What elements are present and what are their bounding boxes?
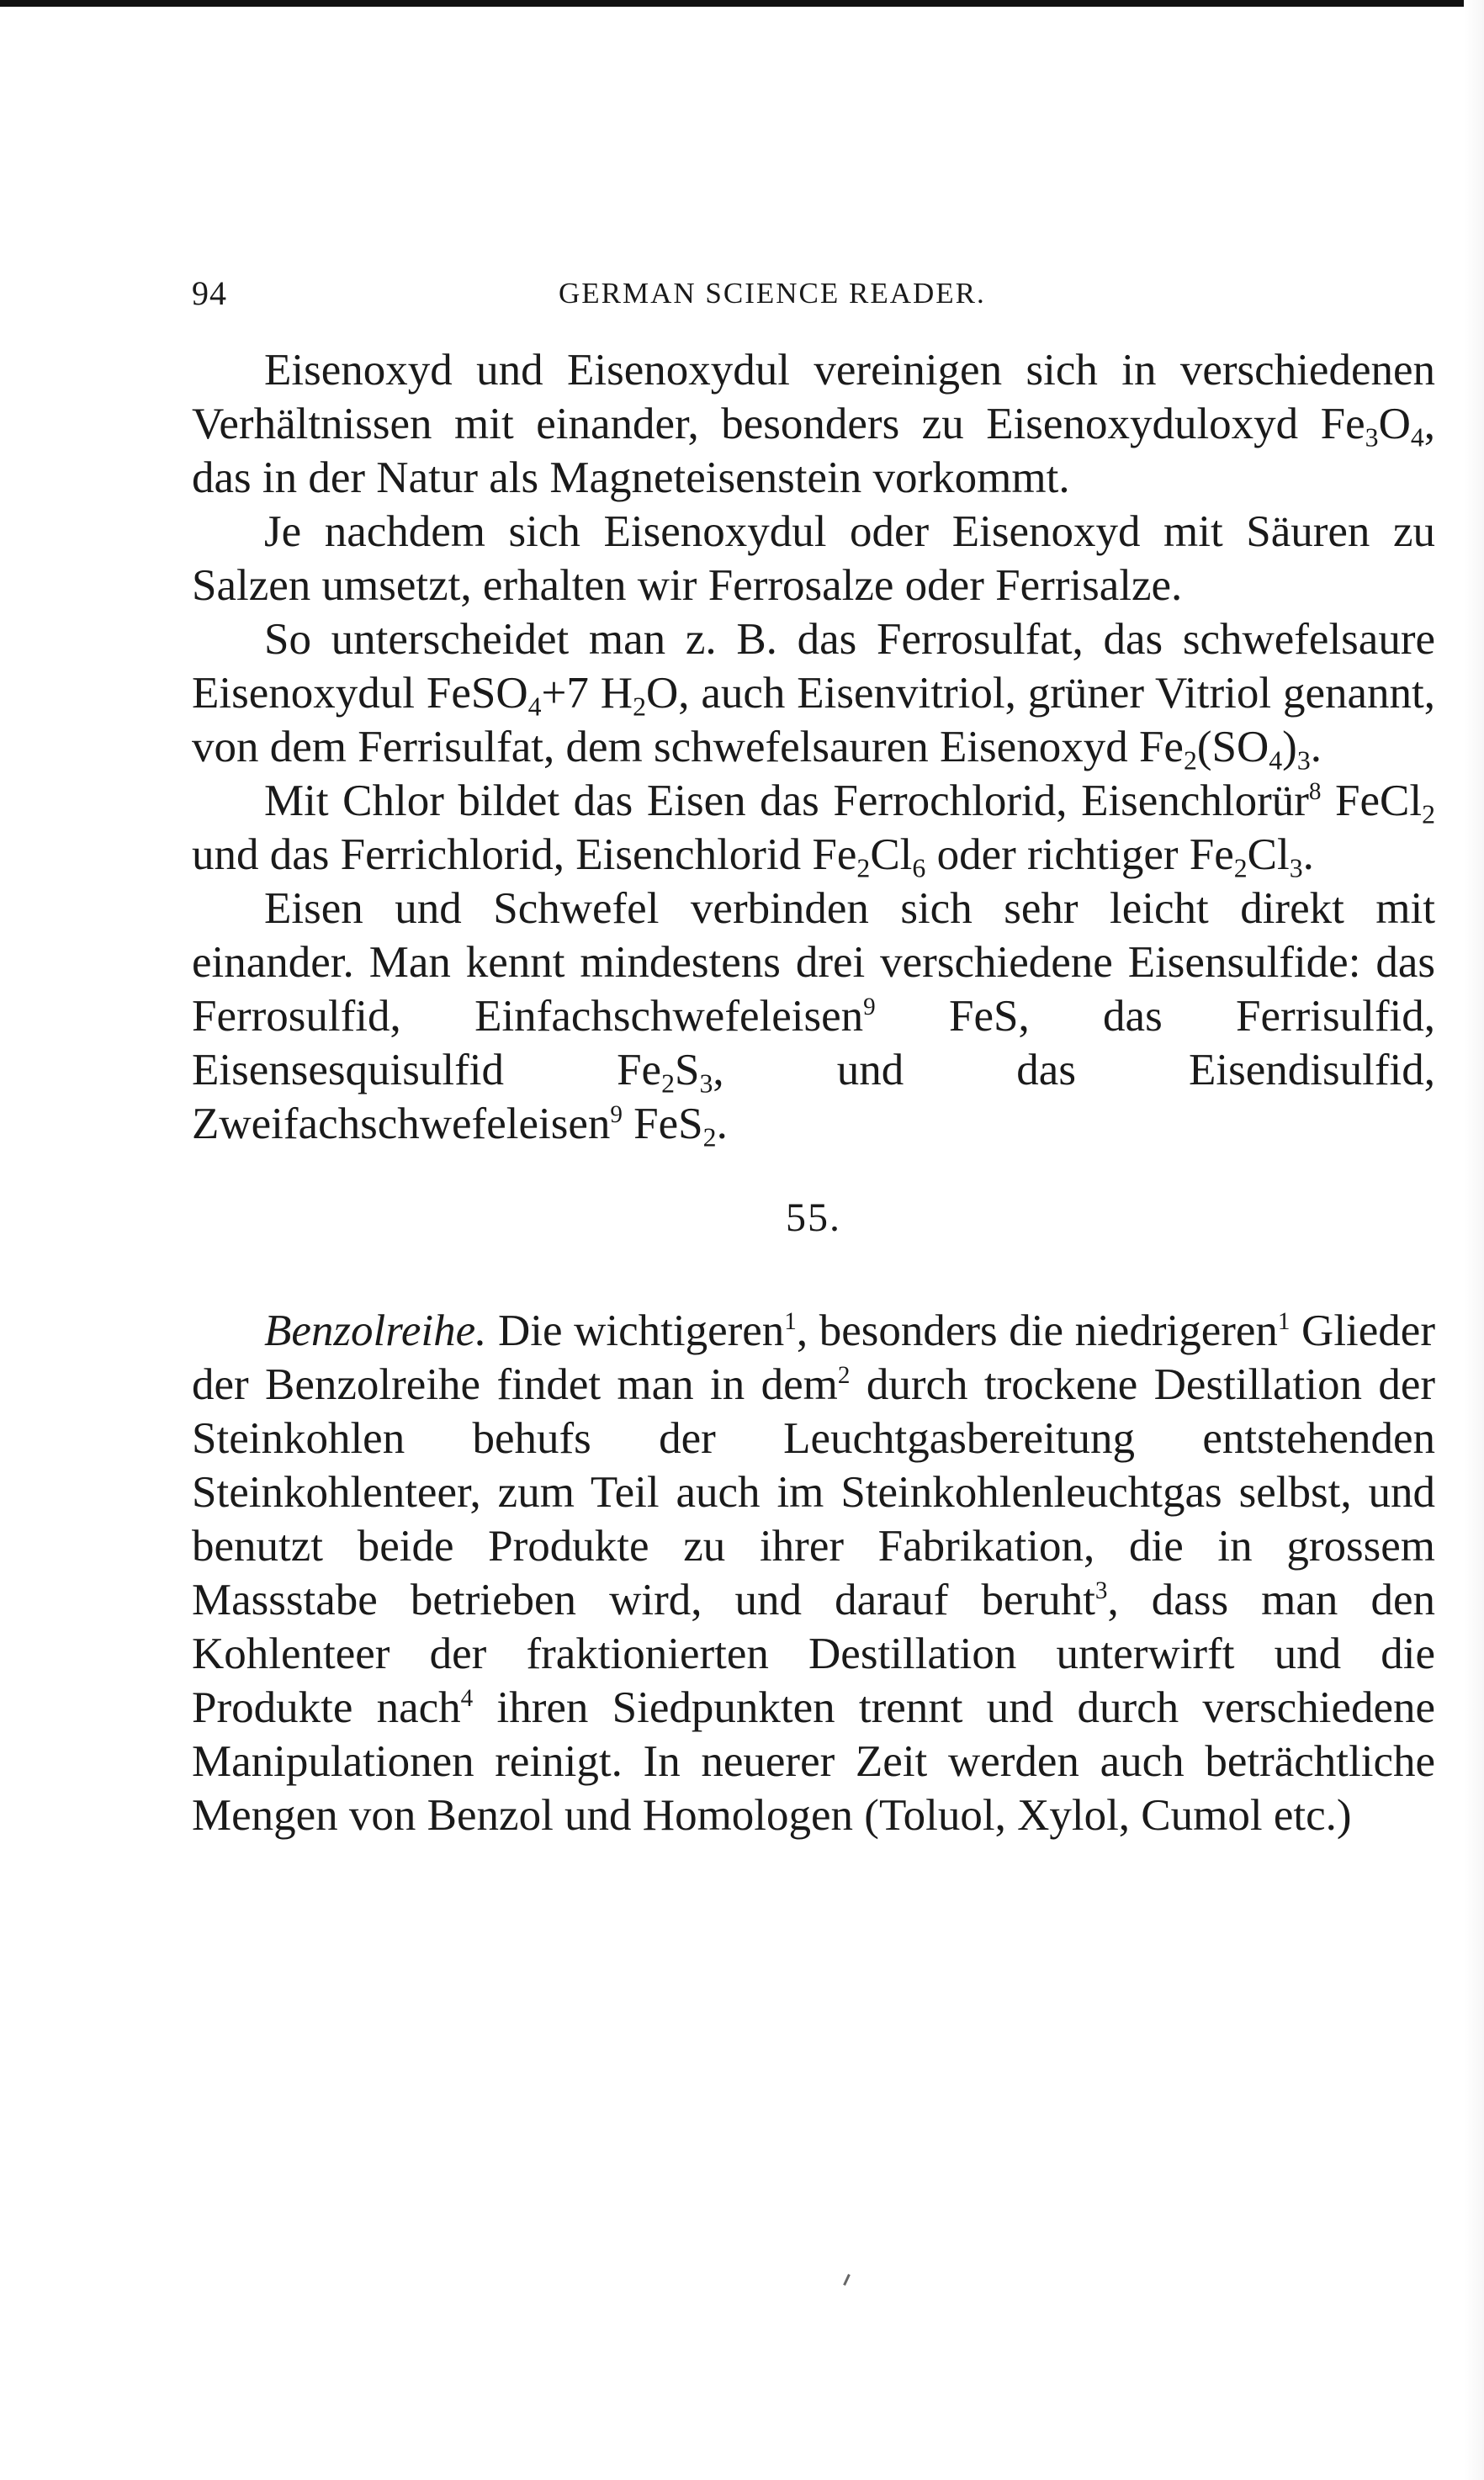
text-run: durch trockene Destillation der Steinkohlen behufs der Leuchtgasbereitung entstehenden Steinkohlenteer, zum Teil auch im Steinkohlenleuchtgas selbst, und benutzt beide Produkte zu ihrer Fabrikation, die in grossem Massstabe betrieben wird, und darauf beruht [192, 1360, 1435, 1624]
subscript: 2 [856, 853, 871, 883]
paragraph-ferrosulfat [192, 612, 1435, 774]
footnote-marker: 2 [837, 1362, 851, 1390]
text-run: Eisenoxyd und Eisenoxydul vereinigen sich in verschiedenen Verhältnissen mit einander, besonders zu Eisenoxyduloxyd Fe [192, 346, 1435, 448]
subscript: 4 [527, 692, 542, 722]
text-run: (SO [1196, 723, 1269, 771]
footnote-marker: 9 [863, 994, 876, 1021]
text-run: ) [1282, 723, 1297, 771]
paragraph-ferrosalze [192, 505, 1435, 612]
text-run: ihren Siedpunkten trennt und durch verschiedene Manipulationen reinigt. In neuerer Zeit werden auch beträchtliche Mengen von Benzol und Homologen (Toluol, Xylol, Cumol etc.) [192, 1683, 1435, 1840]
subscript: 2 [1422, 799, 1435, 829]
text-run: , und das Eisendisulfid, Zweifachschwefeleisen [192, 1046, 1435, 1148]
text-run: S [674, 1046, 700, 1094]
footnote-marker: 3 [1094, 1577, 1108, 1605]
text-run: FeS [622, 1100, 703, 1148]
text-run: Cl [870, 830, 913, 879]
subscript: 2 [1233, 853, 1248, 883]
footnote-marker: 1 [784, 1308, 797, 1336]
footnote-marker: 9 [610, 1101, 623, 1129]
subscript: 3 [1289, 853, 1303, 883]
section-title: Benzolreihe. [264, 1306, 487, 1355]
subscript: 4 [1269, 745, 1283, 776]
text-run: O [1378, 400, 1411, 448]
page-body [192, 343, 1435, 1842]
footnote-marker: 8 [1308, 778, 1322, 806]
subscript: 2 [661, 1068, 675, 1099]
text-run: . [716, 1100, 728, 1148]
text-run: und das Ferrichlorid, Eisenchlorid Fe [192, 830, 857, 879]
subscript: 6 [912, 853, 926, 883]
text-run: . [1310, 723, 1322, 771]
subscript: 3 [699, 1068, 713, 1099]
paragraph-eisenoxyduloxyd [192, 343, 1435, 505]
text-run: O, auch Eisenvitriol, grüner Vitriol genannt, von dem Ferrisulfat, dem schwefelsauren Eisenoxyd Fe [192, 669, 1435, 771]
footnote-marker: 4 [460, 1685, 474, 1713]
text-run: FeCl [1321, 776, 1423, 825]
scan-speck [843, 2274, 851, 2286]
text-run: Mit Chlor bildet das Eisen das Ferrochlorid, Eisenchlorür [264, 776, 1309, 825]
section-number: 55. [786, 1195, 841, 1240]
paragraph-benzolreihe [192, 1304, 1435, 1842]
text-run: FeS, das Ferrisulfid, Eisensesquisulfid Fe [192, 992, 1435, 1094]
text-run: , das in der Natur als Magneteisenstein vorkommt. [192, 400, 1435, 502]
subscript: 3 [1365, 422, 1379, 453]
text-run: So unterscheidet man z. B. das Ferrosulfat, das schwefelsaure Eisenoxydul FeSO [192, 615, 1435, 718]
text-run: Glieder der Benzolreihe findet man in dem [192, 1306, 1435, 1409]
paragraph-eisensulfide [192, 882, 1435, 1151]
text-run: Je nachdem sich Eisenoxydul oder Eisenoxyd mit Säuren zu Salzen umsetzt, erhalten wir Ferrosalze oder Ferrisalze. [192, 507, 1435, 610]
paragraph-ferrochlorid [192, 774, 1435, 882]
text-run: , dass man den Kohlenteer der fraktionierten Destillation unterwirft und die Produkte nach [192, 1576, 1435, 1732]
text-run: +7 H [541, 669, 633, 718]
text-run: Eisen und Schwefel verbinden sich sehr leicht direkt mit einander. Man kennt mindestens drei verschiedene Eisensulfide: das Ferrosulfid, Einfachschwefeleisen [192, 884, 1435, 1041]
subscript: 2 [633, 692, 646, 722]
running-head: GERMAN SCIENCE READER. [559, 277, 986, 310]
text-run: Cl [1247, 830, 1290, 879]
subscript: 2 [702, 1122, 717, 1153]
text-run: oder richtiger Fe [925, 830, 1234, 879]
scan-top-border [0, 0, 1484, 7]
text-run: . [1302, 830, 1314, 879]
page-header [192, 273, 1437, 324]
text-run: Die wichtigeren [486, 1306, 785, 1355]
page-number: 94 [192, 274, 227, 312]
footnote-marker: 1 [1277, 1308, 1291, 1336]
text-run: , besonders die niedrigeren [796, 1306, 1278, 1355]
subscript: 4 [1410, 422, 1424, 453]
subscript: 2 [1183, 745, 1197, 776]
subscript: 3 [1296, 745, 1311, 776]
scan-right-edge [1464, 0, 1484, 2480]
